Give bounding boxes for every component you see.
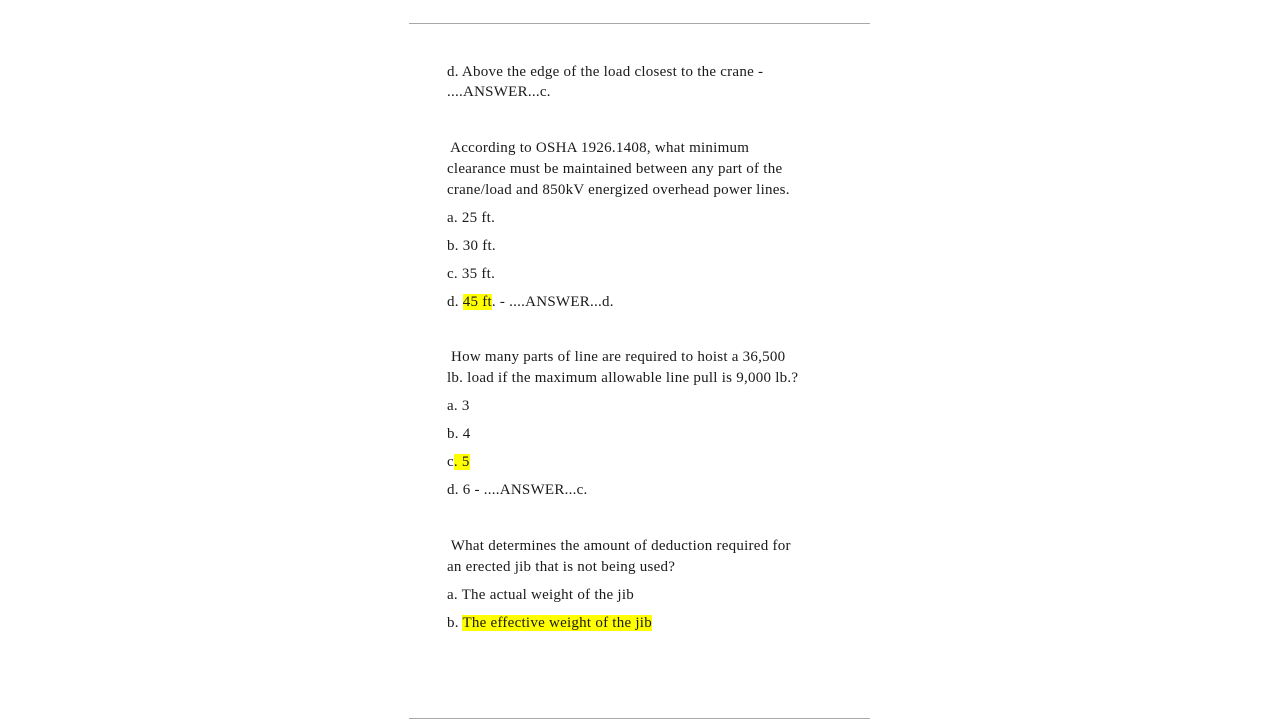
text: d. Above the edge of the load closest to the crane - [447, 64, 764, 80]
answer-line [447, 481, 588, 499]
text: What determines the amount of deduction required for [447, 538, 791, 554]
option-line [447, 425, 471, 443]
highlighted-answer: 45 ft [462, 294, 492, 310]
text: b. [447, 615, 463, 631]
text: clearance must be maintained between any part of the [447, 161, 783, 177]
highlighted-answer: . 5 [453, 454, 470, 470]
option-line [447, 586, 634, 604]
question-text [447, 537, 791, 555]
text: a. The actual weight of the jib [447, 587, 634, 603]
option-line [447, 397, 470, 415]
text: How many parts of line are required to hoist a 36,500 [447, 349, 786, 365]
text: a. 25 ft. [447, 210, 496, 226]
highlighted-answer: The effective weight of the jib [462, 615, 652, 631]
bottom-divider [409, 718, 870, 719]
answer-line [447, 83, 551, 101]
option-line [447, 63, 763, 81]
option-line [447, 237, 496, 255]
text: ....ANSWER...c. [447, 84, 551, 100]
question-text [447, 160, 782, 178]
text: lb. load if the maximum allowable line pull is 9,000 lb.? [447, 370, 799, 386]
text: c. 35 ft. [447, 266, 496, 282]
top-divider [409, 23, 870, 24]
text: b. 30 ft. [447, 238, 496, 254]
text: d. 6 - ....ANSWER...c. [447, 482, 588, 498]
text: b. 4 [447, 426, 471, 442]
option-line [447, 265, 495, 283]
option-line [447, 453, 470, 471]
option-line [447, 293, 614, 311]
question-text [447, 369, 798, 387]
question-text [447, 348, 785, 366]
text: a. 3 [447, 398, 470, 414]
question-text [447, 181, 790, 199]
text: crane/load and 850kV energized overhead power lines. [447, 182, 790, 198]
text: According to OSHA 1926.1408, what minimum [447, 140, 750, 156]
question-text [447, 139, 749, 157]
text: d. [447, 294, 463, 310]
text: . - ....ANSWER...d. [491, 294, 614, 310]
option-line [447, 209, 495, 227]
question-text [447, 558, 675, 576]
text: c [447, 454, 454, 470]
option-line [447, 614, 652, 632]
text: an erected jib that is not being used? [447, 559, 676, 575]
